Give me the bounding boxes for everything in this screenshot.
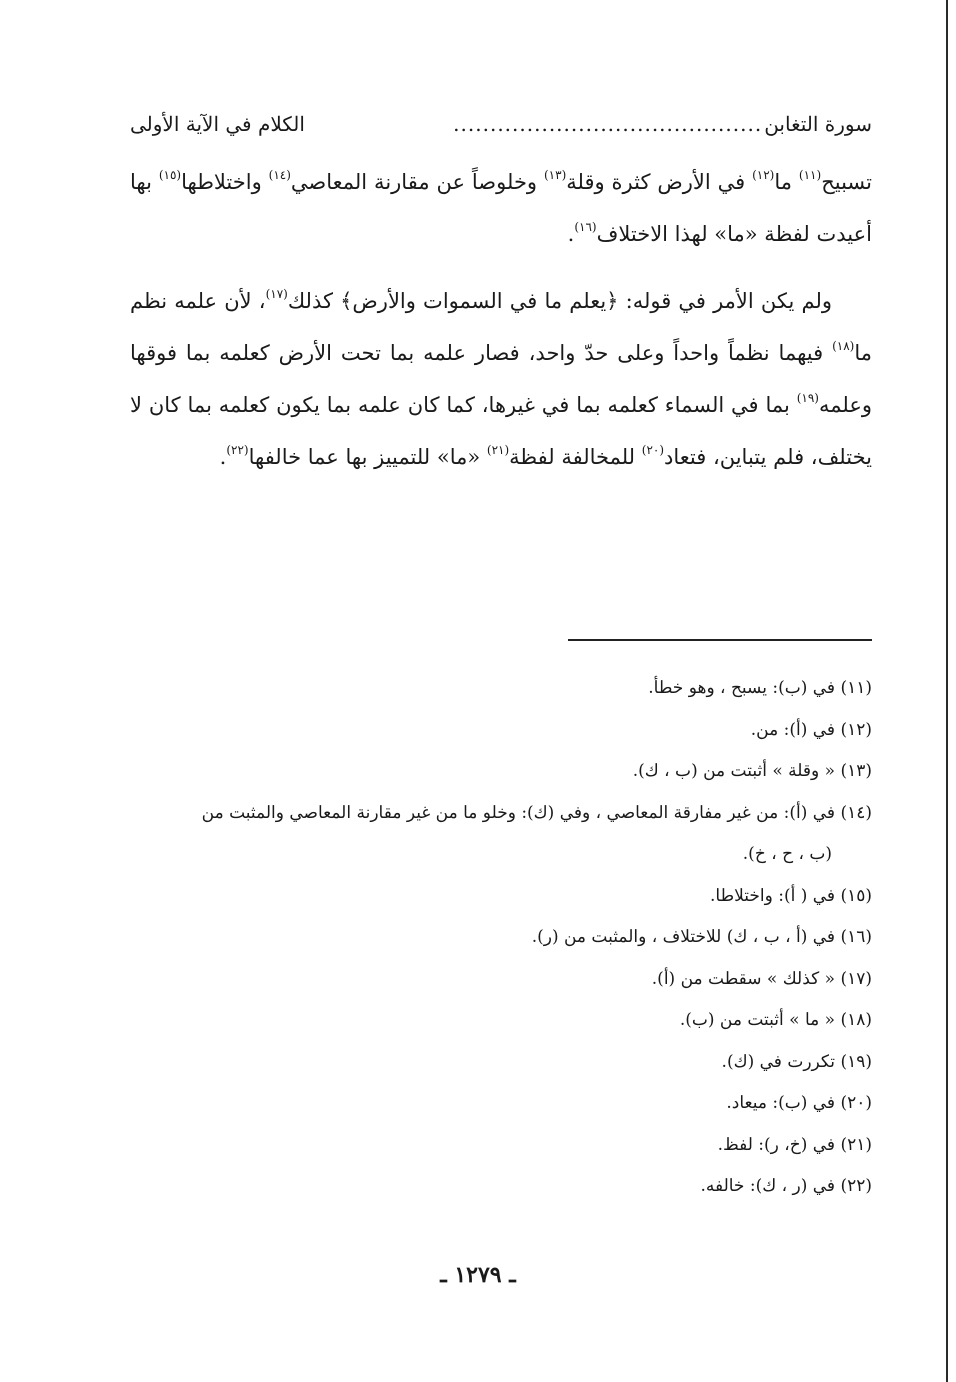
text-run: .	[219, 445, 227, 469]
footnote-marker-11: (١١)	[798, 168, 822, 182]
text-run: .	[567, 222, 575, 246]
footnote-17: (١٧) « كذلك » سقطت من (أ).	[651, 968, 872, 989]
header-surah-title: سورة التغابن	[764, 112, 872, 136]
footnote-marker-22: (٢٢)	[226, 443, 249, 457]
text-run: بها أعيدت لفظة «ما» لهذا الاختلاف	[130, 170, 872, 246]
paragraph-2	[130, 275, 872, 483]
footnote-marker-16: (١٦)	[574, 220, 597, 234]
page-edge	[946, 0, 948, 1382]
header-section-title: الكلام في الآية الأولى	[130, 112, 305, 136]
footnote-18: (١٨) « ما » أثبتت من (ب).	[679, 1010, 872, 1030]
text-run: تسبيح	[821, 170, 872, 194]
footnote-marker-13: (١٣)	[543, 168, 567, 182]
text-run: بما في السماء كعلمه بما في غيرها، كما كان علمه بما يكون كعلمه بما كان لا يختلف، فلم يتباين، فتعاد	[130, 393, 872, 469]
text-run: ، لأن علمه نظم ما	[130, 289, 872, 365]
footnote-marker-21: (٢١)	[486, 443, 510, 457]
text-run: «ما» للتمييز بها عما خالفها	[248, 445, 487, 469]
footnote-14: (١٤) في (أ): من غير مفارقة المعاصي ، وفي (ك): وخلو ما من غير مقارنة المعاصي والمثبت من	[201, 802, 872, 823]
paragraph-1	[130, 156, 872, 260]
text-run: ولم يكن الأمر في قوله: ﴿يعلم ما في السموات والأرض﴾ كذلك	[287, 289, 832, 313]
footnote-marker-18: (١٨)	[832, 339, 855, 353]
text-run: فيهما نظماً واحداً وعلى حدّ واحد، فصار علمه بما تحت الأرض كعلمه بما فوقها وعلمه	[130, 341, 872, 417]
text-run: واختلاطها	[181, 170, 269, 194]
text-run: وخلوصاً عن مقارنة المعاصي	[290, 170, 544, 194]
footnote-marker-15: (١٥)	[158, 168, 182, 182]
footnote-13: (١٣) « وقلة » أثبتت من (ب ، ك).	[632, 761, 872, 781]
footnote-21: (٢١) في (خ، ر): لفظ.	[717, 1134, 872, 1155]
running-header	[130, 112, 872, 142]
footnote-marker-19: (١٩)	[796, 391, 819, 405]
footnote-11: (١١) في (ب): يسبح ، وهو خطأ.	[648, 678, 872, 698]
footnote-20: (٢٠) في (ب): ميعاد.	[726, 1093, 872, 1113]
page-number: ـ ١٢٧٩ ـ	[440, 1262, 516, 1288]
footnote-15: (١٥) في ( أ): واختلاطا.	[710, 885, 872, 906]
footnote-marker-12: (١٢)	[752, 168, 775, 182]
footnote-14-continuation: (ب ، ح ، خ).	[742, 844, 832, 864]
footnote-16: (١٦) في (أ ، ب ، ك) للاختلاف ، والمثبت من (ر).	[531, 927, 872, 947]
footnote-22: (٢٢) في (ر ، ك): خالفه.	[700, 1176, 872, 1196]
text-run: ما	[774, 170, 799, 194]
header-leader-dots: ..........................................	[453, 112, 763, 136]
footnote-separator	[568, 639, 872, 641]
footnotes-list	[130, 668, 872, 1208]
footnote-marker-17: (١٧)	[265, 287, 288, 301]
footnote-marker-20: (٢٠)	[641, 443, 665, 457]
footnote-12: (١٢) في (أ): من.	[750, 719, 872, 740]
footnote-marker-14: (١٤)	[268, 168, 291, 182]
text-run: للمخالفة لفظة	[509, 445, 642, 469]
footnote-19: (١٩) تكررت في (ك).	[721, 1051, 872, 1072]
text-run: في الأرض كثرة وقلة	[566, 170, 753, 194]
